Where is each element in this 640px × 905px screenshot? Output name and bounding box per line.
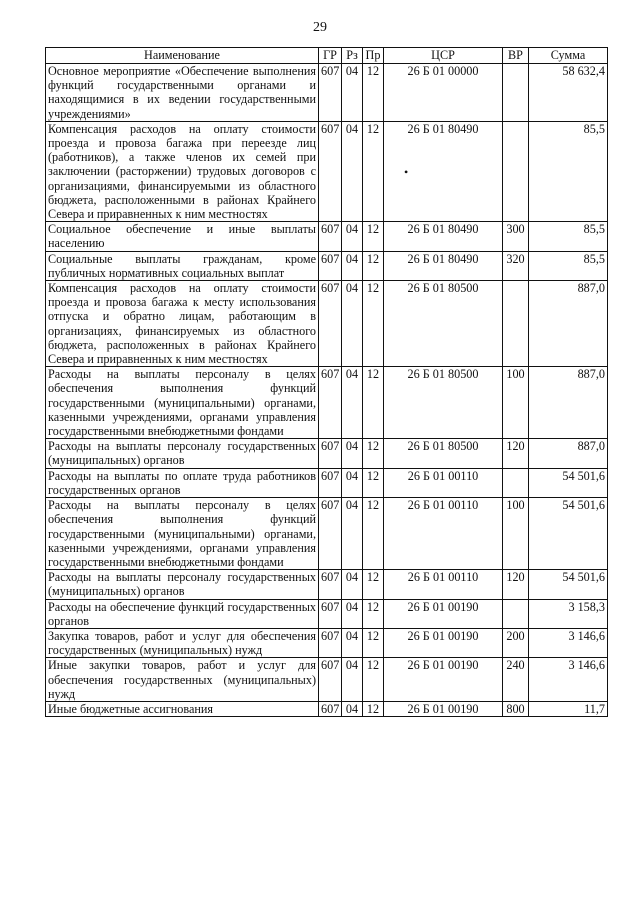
row-sum: 11,7 [529,701,608,716]
row-gr: 607 [319,251,342,280]
table-row [46,628,608,657]
row-name: Социальные выплаты гражданам, кроме публичных нормативных социальных выплат [46,251,319,280]
table-row [46,599,608,628]
header-csr: ЦСР [384,48,503,64]
row-pr: 12 [363,628,384,657]
row-rz: 04 [342,222,363,251]
row-gr: 607 [319,628,342,657]
row-pr: 12 [363,658,384,702]
row-rz: 04 [342,628,363,657]
table-row [46,439,608,468]
row-vr: 320 [503,251,529,280]
row-gr: 607 [319,64,342,122]
header-pr: Пр [363,48,384,64]
table-row [46,367,608,439]
row-csr: 26 Б 01 00110 [384,468,503,497]
row-pr: 12 [363,701,384,716]
row-csr: 26 Б 01 80490 [384,121,503,221]
row-pr: 12 [363,570,384,599]
row-name: Расходы на выплаты персоналу в целях обеспечения выполнения функций государственными (муниципальными) органами, казенными учреждениями, органами управления государственными внебюджетными фондами [46,367,319,439]
row-rz: 04 [342,367,363,439]
row-name: Расходы на обеспечение функций государственных органов [46,599,319,628]
row-rz: 04 [342,570,363,599]
row-pr: 12 [363,222,384,251]
row-gr: 607 [319,658,342,702]
table-header [46,48,608,64]
row-rz: 04 [342,121,363,221]
row-gr: 607 [319,498,342,570]
row-sum: 887,0 [529,367,608,439]
row-sum: 887,0 [529,439,608,468]
row-gr: 607 [319,701,342,716]
row-csr: 26 Б 01 00190 [384,599,503,628]
row-rz: 04 [342,64,363,122]
row-name: Расходы на выплаты персоналу государственных (муниципальных) органов [46,570,319,599]
row-rz: 04 [342,439,363,468]
header-name: Наименование [46,48,319,64]
row-gr: 607 [319,222,342,251]
table-row [46,498,608,570]
row-pr: 12 [363,367,384,439]
row-vr: 100 [503,498,529,570]
row-gr: 607 [319,367,342,439]
header-row [46,48,608,64]
row-name: Расходы на выплаты персоналу в целях обеспечения выполнения функций государственными (муниципальными) органами, казенными учреждениями, органами управления государственными внебюджетными фондами [46,498,319,570]
row-csr: 26 Б 01 80490 [384,222,503,251]
table-row [46,468,608,497]
row-vr [503,599,529,628]
row-csr: 26 Б 01 00190 [384,658,503,702]
row-name: Компенсация расходов на оплату стоимости проезда и провоза багажа к месту использования отпуска и обратно лицам, работающим в организациях, финансируемых из областного бюджета, расположенных в районах Крайнего Севера и приравненных к ним местностях [46,281,319,367]
row-sum: 54 501,6 [529,468,608,497]
row-name: Основное мероприятие «Обеспечение выполнения функций государственными органами и находящимися в их ведении государственными учреждениями» [46,64,319,122]
row-vr [503,468,529,497]
table-body [46,64,608,717]
stray-dot-mark: • [404,165,409,179]
row-pr: 12 [363,599,384,628]
row-pr: 12 [363,439,384,468]
row-pr: 12 [363,121,384,221]
row-name: Компенсация расходов на оплату стоимости проезда и провоза багажа при переезде лиц (работников), а также членов их семей при заключении (расторжении) трудовых договоров с организациями, финансируемыми из областного бюджета, расположенными в районах Крайнего Севера и приравненных к ним местностях [46,121,319,221]
budget-table [45,47,608,717]
row-csr: 26 Б 01 80490 [384,251,503,280]
row-vr: 300 [503,222,529,251]
row-csr: 26 Б 01 00110 [384,570,503,599]
row-vr: 120 [503,439,529,468]
row-name: Иные бюджетные ассигнования [46,701,319,716]
row-pr: 12 [363,468,384,497]
table-row [46,64,608,122]
row-vr: 120 [503,570,529,599]
header-vr: ВР [503,48,529,64]
row-name: Расходы на выплаты персоналу государственных (муниципальных) органов [46,439,319,468]
table-row [46,570,608,599]
page-number: 29 [313,20,327,35]
row-pr: 12 [363,64,384,122]
row-gr: 607 [319,570,342,599]
header-sum: Сумма [529,48,608,64]
row-csr: 26 Б 01 80500 [384,281,503,367]
row-rz: 04 [342,658,363,702]
row-rz: 04 [342,468,363,497]
row-pr: 12 [363,498,384,570]
row-csr: 26 Б 01 00000 [384,64,503,122]
row-rz: 04 [342,251,363,280]
row-pr: 12 [363,251,384,280]
row-gr: 607 [319,281,342,367]
row-name: Расходы на выплаты по оплате труда работников государственных органов [46,468,319,497]
row-vr [503,64,529,122]
row-sum: 54 501,6 [529,498,608,570]
row-sum: 85,5 [529,251,608,280]
row-pr: 12 [363,281,384,367]
row-vr: 200 [503,628,529,657]
row-sum: 54 501,6 [529,570,608,599]
row-gr: 607 [319,599,342,628]
row-vr: 800 [503,701,529,716]
row-sum: 3 146,6 [529,658,608,702]
table-row [46,281,608,367]
table-row [46,121,608,221]
row-csr: 26 Б 01 00190 [384,628,503,657]
row-csr: 26 Б 01 80500 [384,439,503,468]
row-sum: 3 158,3 [529,599,608,628]
row-rz: 04 [342,701,363,716]
header-gr: ГР [319,48,342,64]
table-row [46,222,608,251]
row-name: Закупка товаров, работ и услуг для обеспечения государственных (муниципальных) нужд [46,628,319,657]
header-rz: Рз [342,48,363,64]
table-row [46,251,608,280]
table-row [46,658,608,702]
row-gr: 607 [319,439,342,468]
row-vr [503,281,529,367]
row-csr: 26 Б 01 00190 [384,701,503,716]
row-sum: 58 632,4 [529,64,608,122]
row-vr [503,121,529,221]
row-rz: 04 [342,498,363,570]
row-csr: 26 Б 01 00110 [384,498,503,570]
row-sum: 85,5 [529,222,608,251]
row-sum: 887,0 [529,281,608,367]
row-vr: 100 [503,367,529,439]
row-gr: 607 [319,121,342,221]
row-sum: 85,5 [529,121,608,221]
row-sum: 3 146,6 [529,628,608,657]
row-rz: 04 [342,599,363,628]
row-csr: 26 Б 01 80500 [384,367,503,439]
row-name: Иные закупки товаров, работ и услуг для обеспечения государственных (муниципальных) нужд [46,658,319,702]
row-vr: 240 [503,658,529,702]
row-rz: 04 [342,281,363,367]
row-name: Социальное обеспечение и иные выплаты населению [46,222,319,251]
row-gr: 607 [319,468,342,497]
table-row [46,701,608,716]
